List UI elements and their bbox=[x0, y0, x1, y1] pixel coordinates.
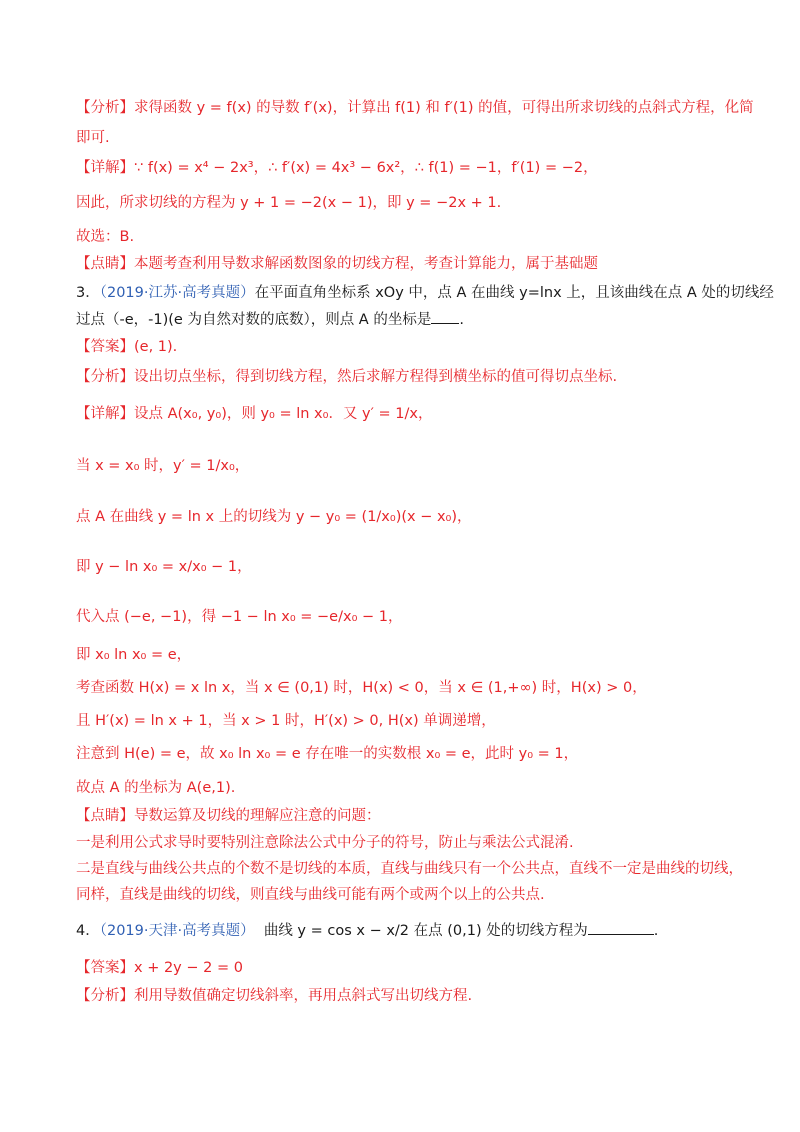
question-text: 过点（-e，-1)(e 为自然对数的底数），则点 A 的坐标是 bbox=[76, 312, 432, 328]
question-4-stem: 4．（2019·天津·高考真题） 曲线 y = cos x − x/2 在点 (0,1) 处的切线方程为 . bbox=[76, 920, 760, 942]
question-3-stem-cont: 过点（-e，-1)(e 为自然对数的底数），则点 A 的坐标是 . bbox=[76, 309, 760, 331]
question-text: 在平面直角坐标系 xOy 中，点 A 在曲线 y=lnx 上，且该曲线在点 A 处的切线经 bbox=[254, 285, 774, 301]
analysis-line: 【分析】利用导数值确定切线斜率，再用点斜式写出切线方程. bbox=[76, 988, 473, 1004]
solution-line: 【详解】设点 A(x₀, y₀)，则 y₀ = ln x₀．又 y′ = 1/x， bbox=[76, 406, 433, 422]
comment-line: 同样，直线是曲线的切线，则直线与曲线可能有两个或两个以上的公共点. bbox=[76, 887, 545, 903]
solution-line: 即 y − ln x₀ = x/x₀ − 1， bbox=[76, 559, 252, 575]
question-3-stem bbox=[76, 282, 774, 304]
question-number: 4． bbox=[76, 923, 100, 939]
solution-line: 即 x₀ ln x₀ = e， bbox=[76, 647, 192, 663]
choice-line: 故选：B. bbox=[76, 229, 135, 245]
comment-line: 一是利用公式求导时要特别注意除法公式中分子的符号，防止与乘法公式混淆. bbox=[76, 835, 574, 851]
analysis-line: 【分析】求得函数 y = f(x) 的导数 f′(x)，计算出 f(1) 和 f′(1) 的值，可得出所求切线的点斜式方程，化简 bbox=[76, 100, 754, 116]
solution-line: 代入点 (−e, −1)，得 −1 − ln x₀ = −e/x₀ − 1， bbox=[76, 609, 403, 625]
question-text: 曲线 y = cos x − x/2 在点 (0,1) 处的切线方程为 bbox=[263, 923, 588, 939]
solution-line: 故点 A 的坐标为 A(e,1). bbox=[76, 780, 236, 796]
question-source: （2019·江苏·高考真题） bbox=[99, 285, 255, 301]
question-number: 3． bbox=[76, 285, 100, 301]
solution-line: 【详解】∵ f(x) = x⁴ − 2x³，∴ f′(x) = 4x³ − 6x²，∴ f(1) = −1，f′(1) = −2， bbox=[76, 160, 598, 176]
answer-blank bbox=[431, 309, 459, 324]
solution-line: 当 x = x₀ 时，y′ = 1/x₀， bbox=[76, 458, 250, 474]
analysis-line: 【分析】设出切点坐标，得到切线方程，然后求解方程得到横坐标的值可得切点坐标. bbox=[76, 369, 618, 385]
comment-line: 【点睛】本题考查利用导数求解函数图象的切线方程，考查计算能力，属于基础题 bbox=[76, 256, 598, 272]
solution-line: 因此，所求切线的方程为 y + 1 = −2(x − 1)，即 y = −2x + 1. bbox=[76, 195, 502, 211]
solution-line: 且 H′(x) = ln x + 1，当 x > 1 时，H′(x) > 0, H(x) 单调递增， bbox=[76, 713, 496, 729]
solution-line: 点 A 在曲线 y = ln x 上的切线为 y − y₀ = (1/x₀)(x − x₀)， bbox=[76, 509, 472, 525]
comment-line: 二是直线与曲线公共点的个数不是切线的本质，直线与曲线只有一个公共点，直线不一定是曲线的切线， bbox=[76, 861, 743, 877]
comment-line: 【点睛】导数运算及切线的理解应注意的问题： bbox=[76, 808, 381, 824]
answer-line: 【答案】x + 2y − 2 = 0 bbox=[76, 960, 243, 976]
answer-blank bbox=[588, 920, 654, 935]
solution-line: 考查函数 H(x) = x ln x，当 x ∈ (0,1) 时，H(x) < 0，当 x ∈ (1,+∞) 时，H(x) > 0， bbox=[76, 680, 647, 696]
solution-line: 注意到 H(e) = e，故 x₀ ln x₀ = e 存在唯一的实数根 x₀ = e，此时 y₀ = 1， bbox=[76, 746, 579, 762]
answer-line: 【答案】(e, 1). bbox=[76, 339, 178, 355]
analysis-line-cont: 即可. bbox=[76, 130, 110, 146]
question-source: （2019·天津·高考真题） bbox=[99, 923, 255, 939]
